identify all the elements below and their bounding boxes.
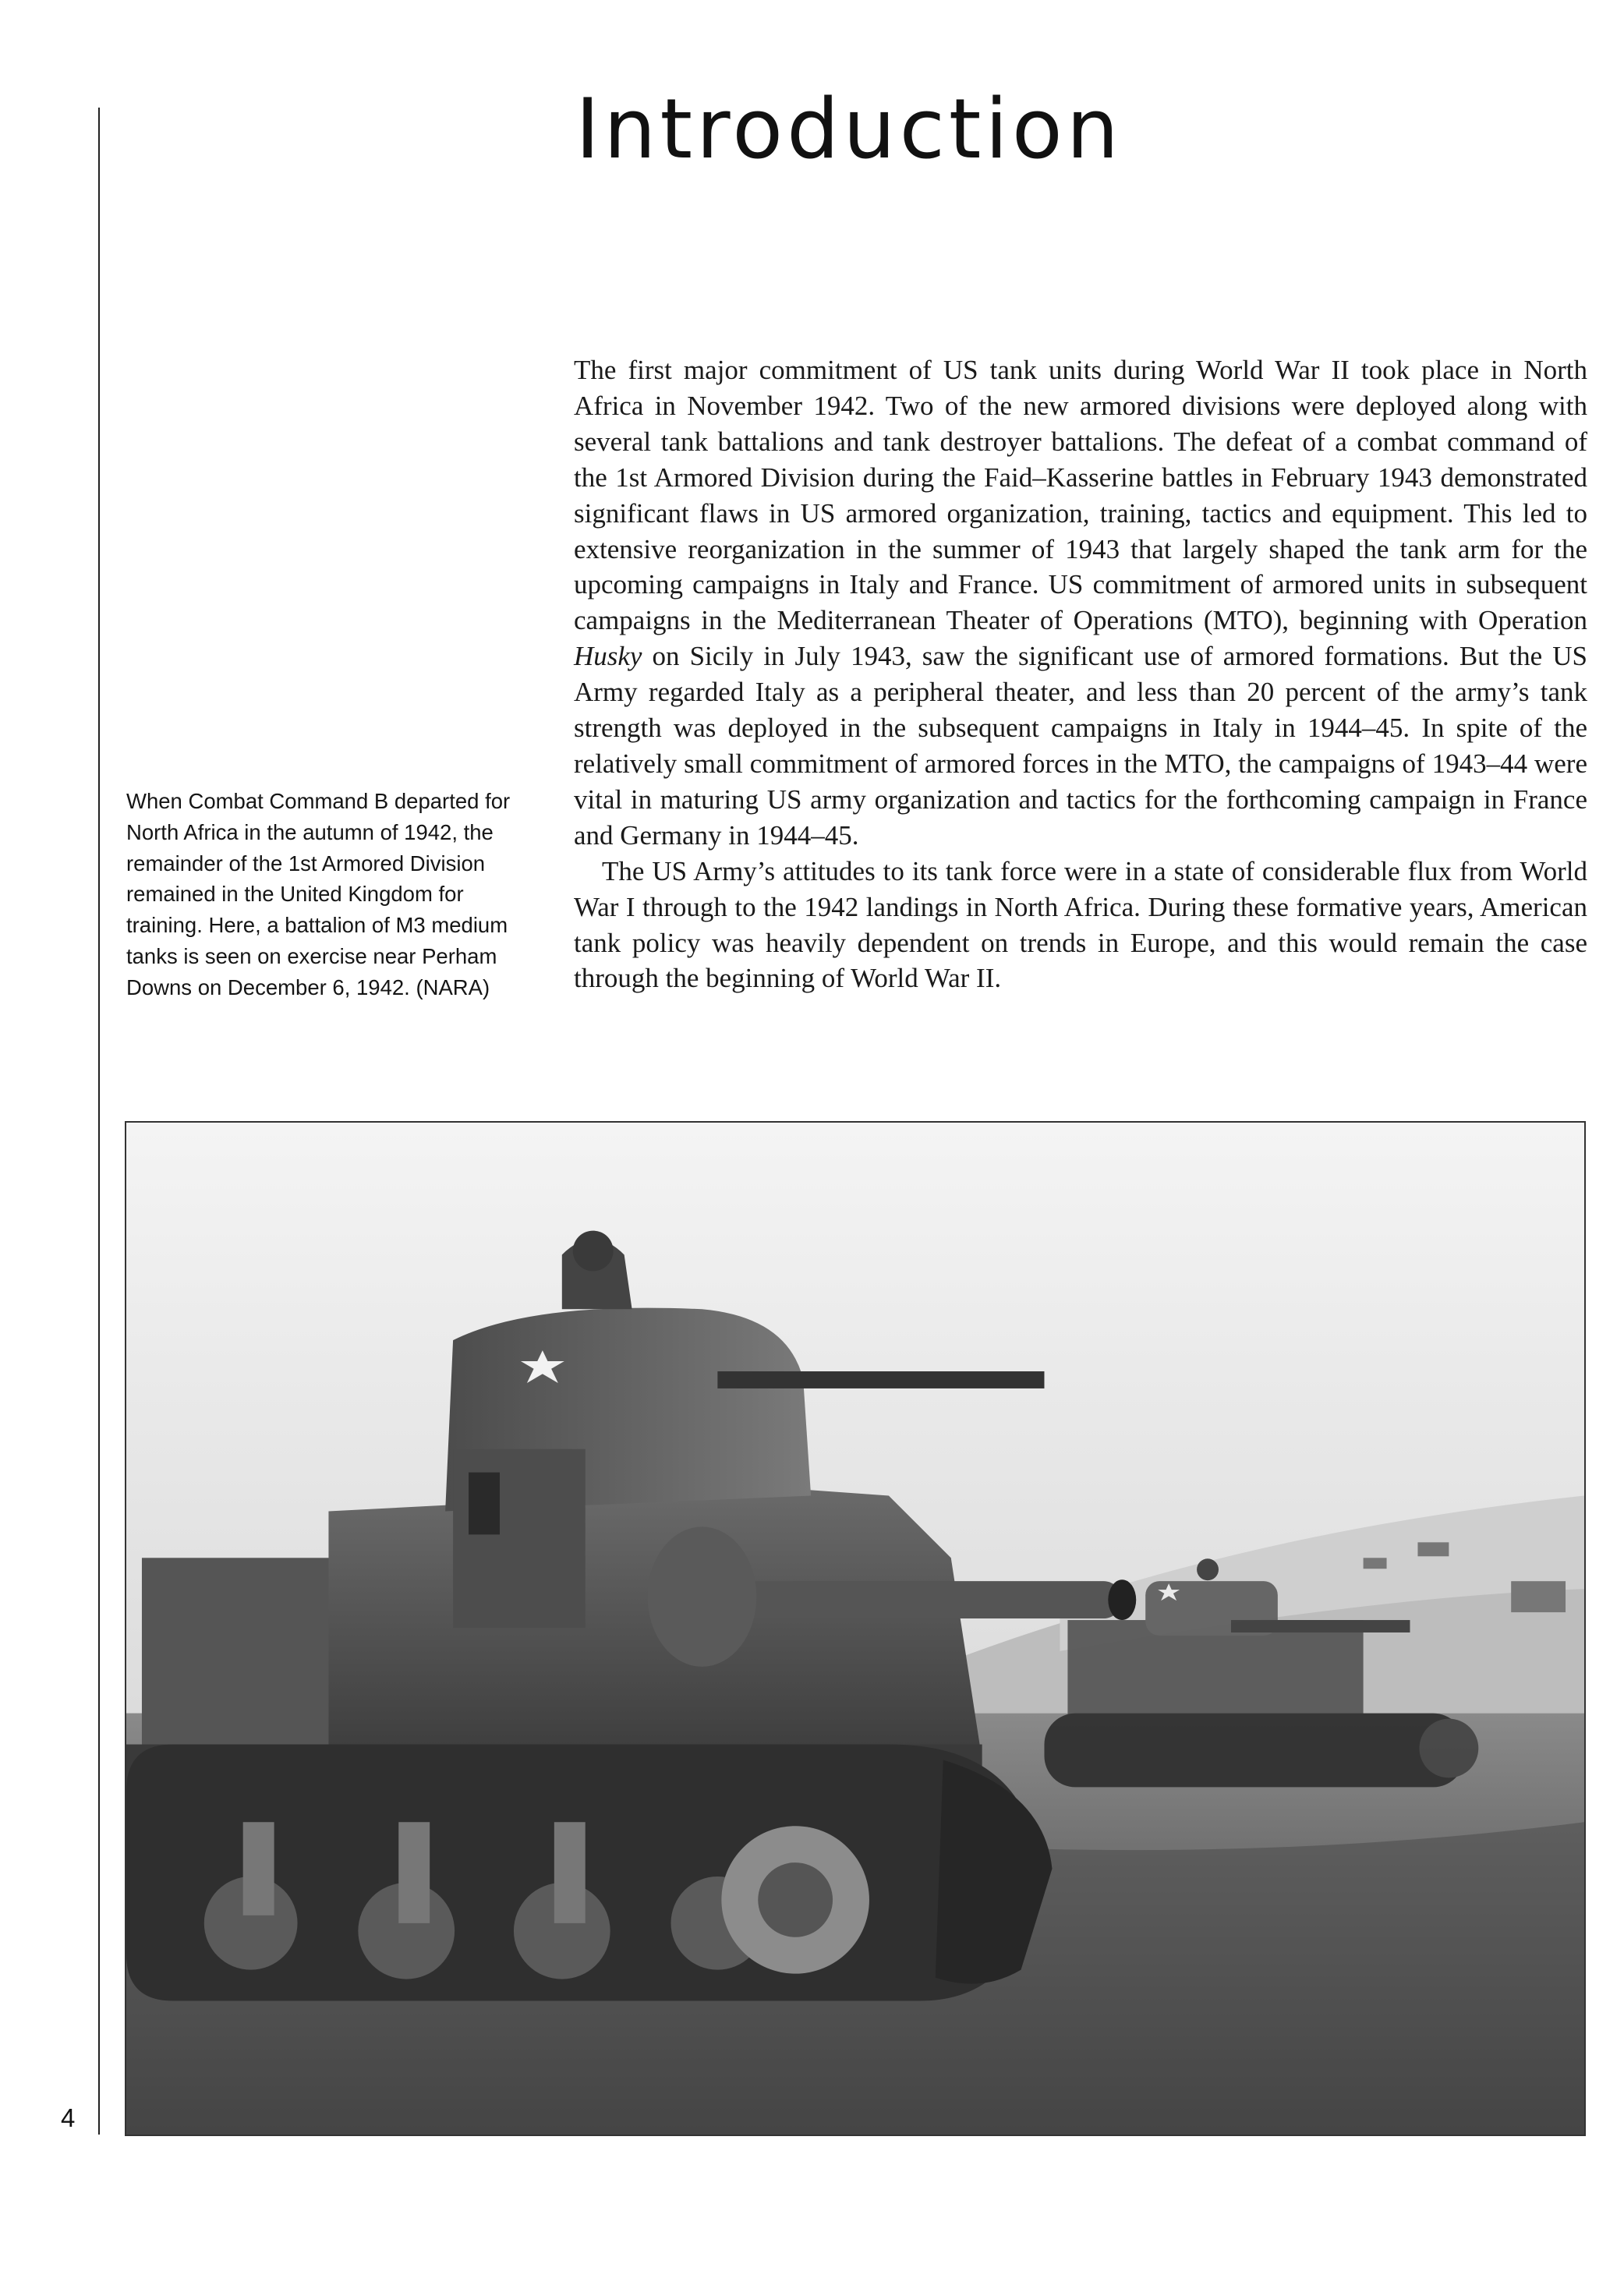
tank-photo: [125, 1121, 1586, 2136]
paragraph-1: [574, 352, 1587, 854]
operation-name: Husky: [574, 641, 642, 672]
tank-photo-illustration: [126, 1123, 1584, 2135]
margin-rule: [98, 108, 100, 2135]
page-number: 4: [61, 2103, 76, 2132]
paragraph-1-end: on Sicily in July 1943, saw the significant use of armored formations. But the US Army regarded Italy as a peripheral theater, and less than 20 percent of the army’s tank strength was deployed in the subsequent campaigns in Italy in 1944–45. In spite of the relatively small commitment of armored forces in the MTO, the campaigns of 1943–44 were vital in maturing US army organization and tactics for the forthcoming campaign in France and Germany in 1944–45.: [574, 641, 1587, 851]
body-text: [574, 352, 1587, 996]
paragraph-2: The US Army’s attitudes to its tank force were in a state of considerable flux from World War I through to the 1942 landings in North Africa. During these formative years, American tank policy was heavily dependent on trends in Europe, and this would remain the case through the beginning of World War II.: [574, 855, 1587, 994]
paragraph-1-start: The first major commitment of US tank units during World War II took place in North Africa in November 1942. Two of the new armored divisions were deployed along with several tank battalions and tank destroyer battalions. The defeat of a combat command of the 1st Armored Division during the Faid–Kasserine battles in February 1943 demonstrated significant flaws in US armored organization, training, tactics and equipment. This led to extensive reorganization in the summer of 1943 that largely shaped the tank arm for the upcoming campaigns in Italy and France. US commitment of armored units in subsequent campaigns in the Mediterranean Theater of Operations (MTO), beginning with Operation: [574, 355, 1587, 636]
chapter-title: Introduction: [575, 81, 1123, 177]
photo-caption: When Combat Command B departed for North Africa in the autumn of 1942, the remainder of the 1st Armored Division remained in the United Kingdom for training. Here, a battalion of M3 medium tanks is seen on exercise near Perham Downs on December 6, 1942. (NARA): [126, 789, 511, 999]
